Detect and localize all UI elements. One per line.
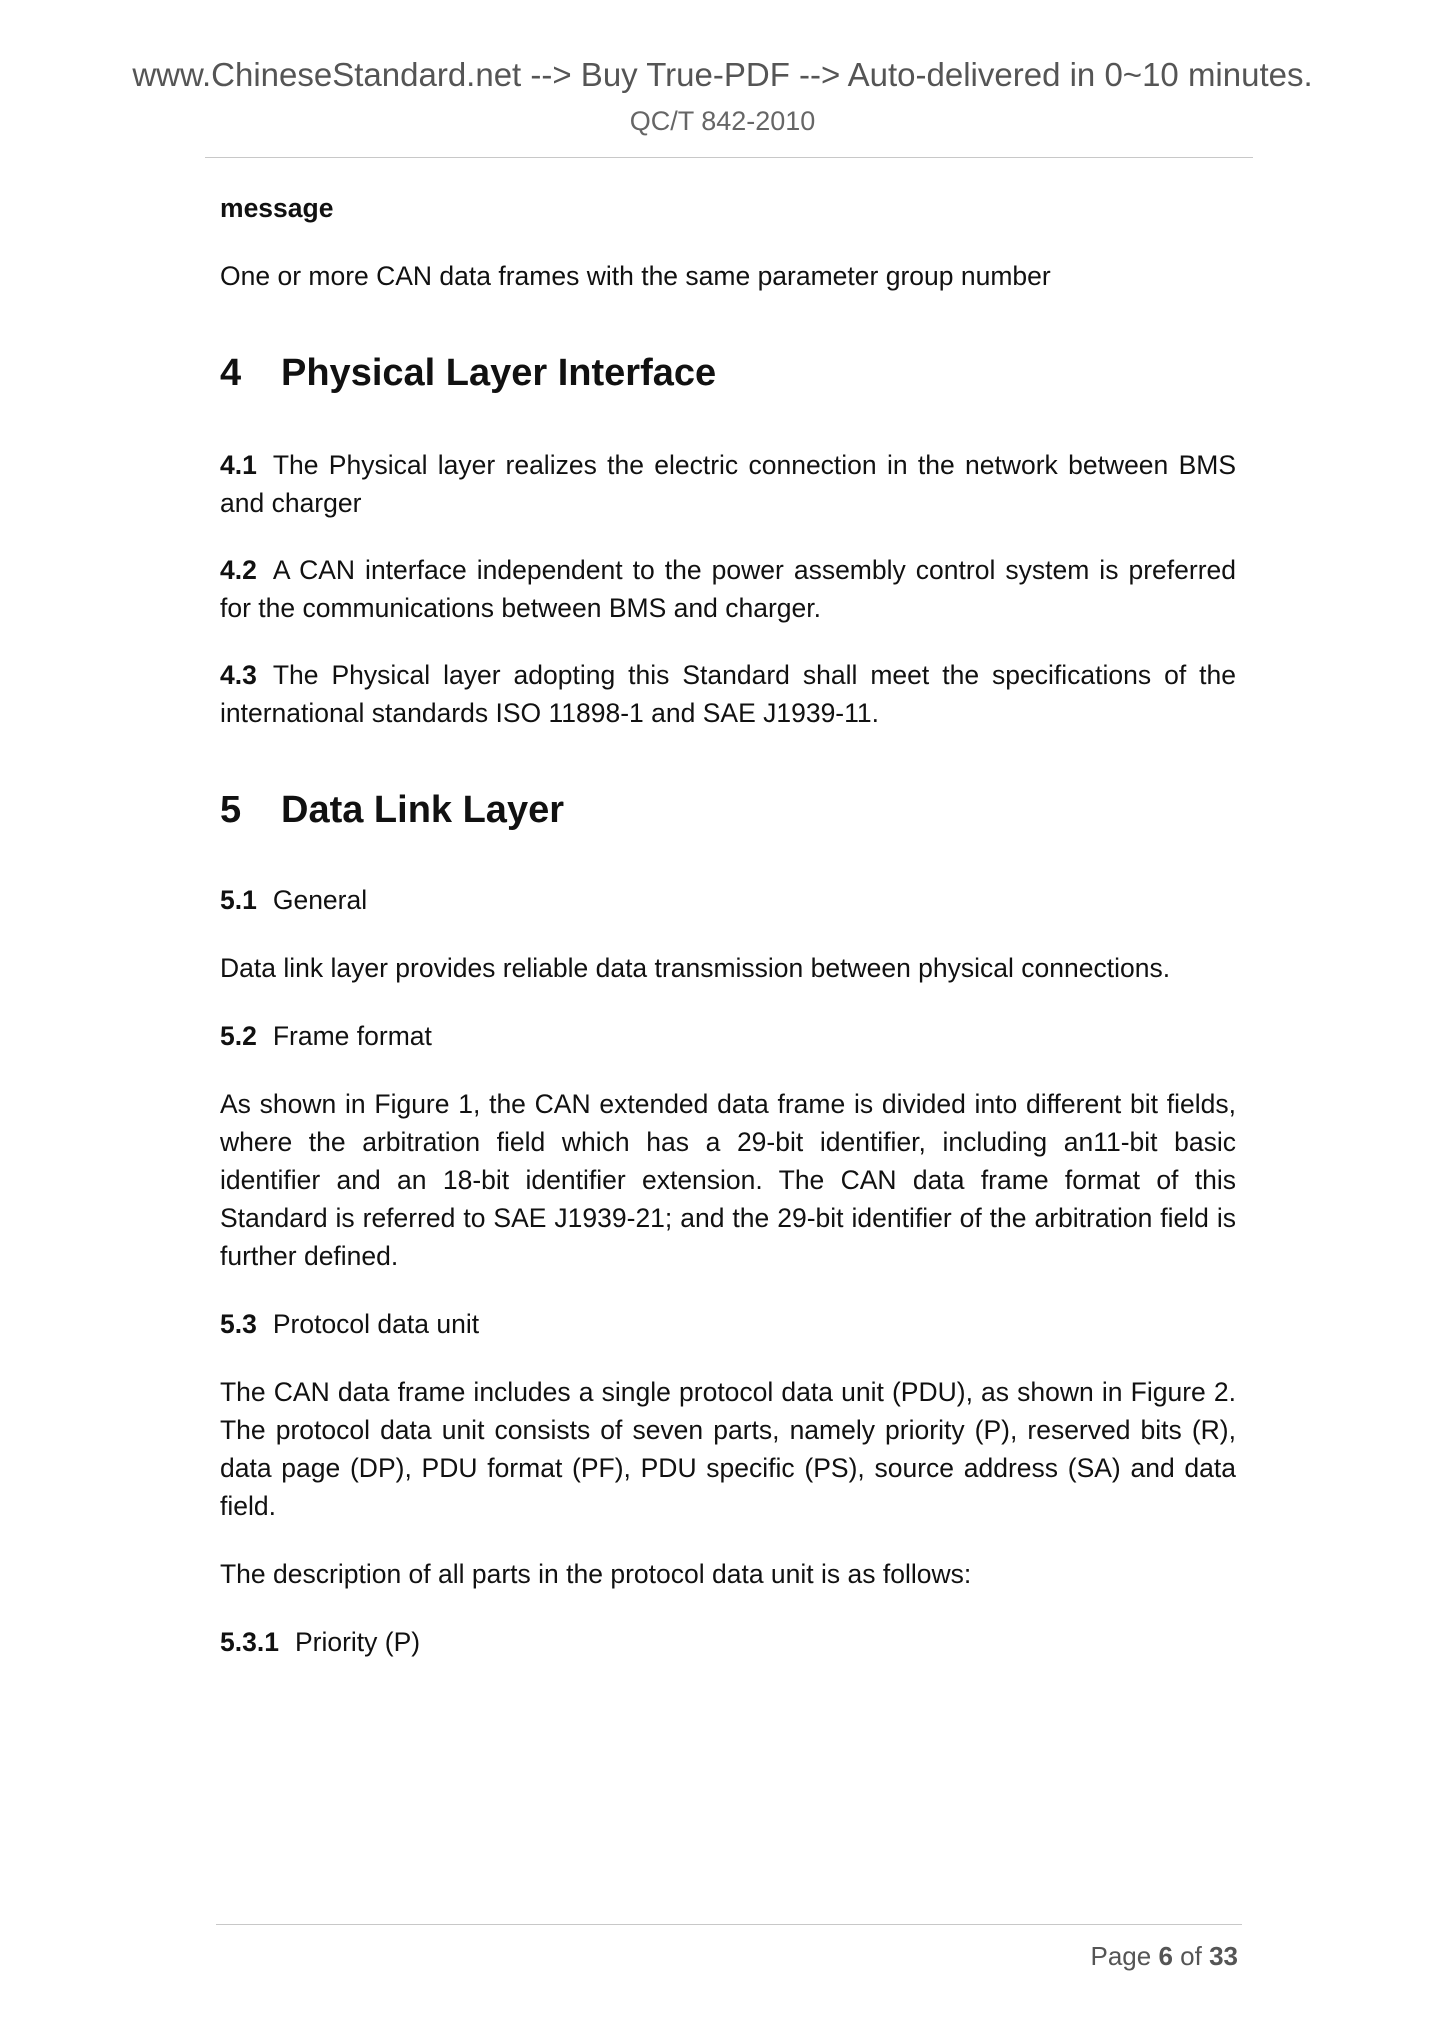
- subclause-5-3-1-title: Priority (P): [294, 1627, 421, 1657]
- subclause-5-3-title: Protocol data unit: [272, 1309, 480, 1339]
- clause-4-3-text: The Physical layer adopting this Standard shall meet the specifications of the international standards ISO 11898-1 and SAE J1939-11.: [220, 660, 1236, 728]
- section-4-title: Physical Layer Interface: [281, 352, 717, 394]
- subclause-5-1: [220, 881, 1236, 919]
- clause-4-2-number: 4.2: [220, 555, 257, 585]
- definition-term: message: [220, 193, 334, 223]
- total-pages: 33: [1209, 1941, 1238, 1971]
- subclause-5-2-text: As shown in Figure 1, the CAN extended data frame is divided into different bit fields, where the arbitration field which has a 29-bit identifier, including an11-bit basic identifier and an 18-bit identifier extension. The CAN data frame format of this Standard is referred to SAE J1939-21; and the 29-bit identifier of the arbitration field is further defined.: [220, 1089, 1236, 1271]
- section-4-number: 4: [220, 352, 242, 394]
- subclause-5-3-text-2: The description of all parts in the protocol data unit is as follows:: [220, 1559, 972, 1589]
- section-5-title: Data Link Layer: [281, 789, 564, 831]
- definition-text: One or more CAN data frames with the same parameter group number: [220, 261, 1051, 291]
- standard-code: QC/T 842-2010: [629, 106, 816, 136]
- subclause-5-2-number: 5.2: [220, 1021, 257, 1051]
- subclause-5-1-number: 5.1: [220, 885, 257, 915]
- header-divider: [205, 157, 1253, 158]
- section-5-number: 5: [220, 789, 242, 831]
- page-indicator: [1090, 1941, 1238, 1972]
- subclause-5-3-1-number: 5.3.1: [220, 1627, 279, 1657]
- subclause-5-1-title: General: [272, 885, 368, 915]
- subclause-5-1-text: Data link layer provides reliable data transmission between physical connections.: [220, 953, 1171, 983]
- section-4-heading: [220, 352, 1236, 395]
- footer-divider: [216, 1924, 1242, 1925]
- subclause-5-2: [220, 1017, 1236, 1055]
- clause-4-1-number: 4.1: [220, 450, 257, 480]
- subclause-5-2-title: Frame format: [272, 1021, 432, 1051]
- header-banner: www.ChineseStandard.net --> Buy True-PDF --> Auto-delivered in 0~10 minutes.: [132, 56, 1313, 93]
- section-5-heading: [220, 789, 1236, 832]
- of-label: of: [1180, 1941, 1202, 1971]
- subclause-5-3-text-1: The CAN data frame includes a single protocol data unit (PDU), as shown in Figure 2. The protocol data unit consists of seven parts, namely priority (P), reserved bits (R), data page (DP), PDU format (PF), PDU specific (PS), source address (SA) and data field.: [220, 1377, 1236, 1521]
- clause-4-2-text: A CAN interface independent to the power assembly control system is preferred for the communications between BMS and charger.: [220, 555, 1236, 623]
- page-number: 6: [1158, 1941, 1173, 1971]
- clause-4-1: [220, 446, 1236, 522]
- clause-4-3: [220, 656, 1236, 732]
- clause-4-2: [220, 551, 1236, 627]
- clause-4-1-text: The Physical layer realizes the electric connection in the network between BMS and charger: [220, 450, 1236, 518]
- page-label: Page: [1090, 1941, 1152, 1971]
- clause-4-3-number: 4.3: [220, 660, 257, 690]
- subclause-5-3: [220, 1305, 1236, 1343]
- subclause-5-3-1: [220, 1623, 1236, 1661]
- subclause-5-3-number: 5.3: [220, 1309, 257, 1339]
